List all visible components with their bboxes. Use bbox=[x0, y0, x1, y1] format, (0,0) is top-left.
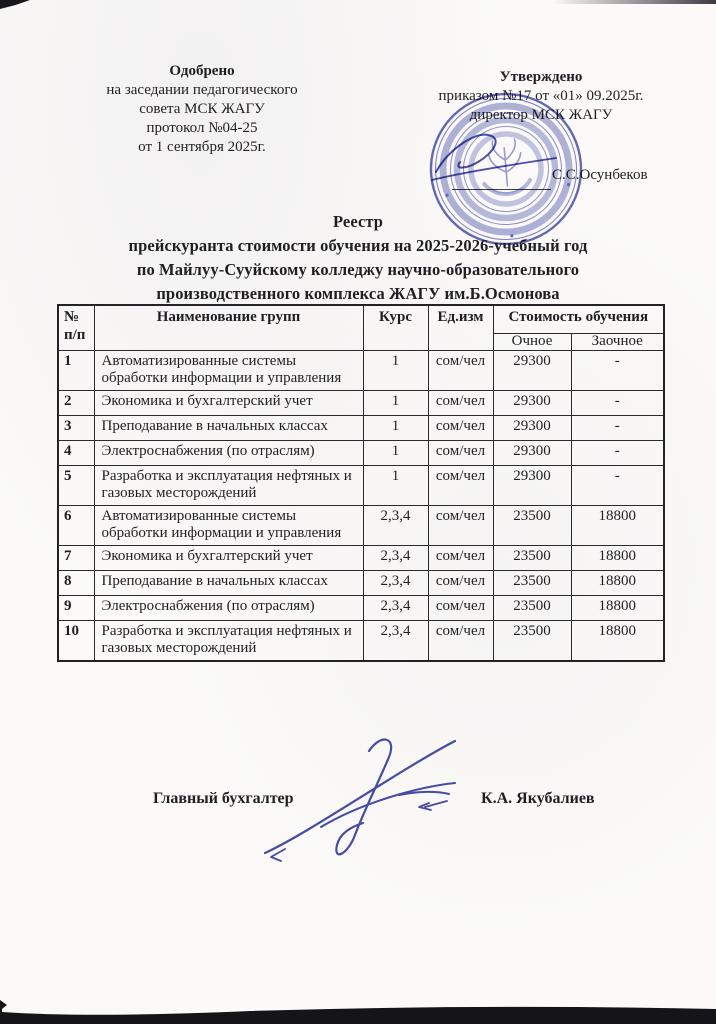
full-time-cost: 23500 bbox=[493, 571, 571, 596]
table-row bbox=[58, 571, 664, 596]
accountant-name: К.А. Якубалиев bbox=[481, 790, 595, 807]
approved-line: от 1 сентября 2025г. bbox=[138, 139, 266, 155]
row-number: 7 bbox=[58, 546, 94, 571]
header-num bbox=[58, 305, 94, 351]
course-value: 2,3,4 bbox=[363, 571, 428, 596]
full-time-cost: 29300 bbox=[493, 416, 571, 441]
approval-line: приказом №17 от «01» 09.2025г. bbox=[438, 88, 644, 104]
row-number: 9 bbox=[58, 596, 94, 621]
table-row bbox=[58, 466, 664, 506]
title-line: производственного комплекса ЖАГУ им.Б.Осмонова bbox=[156, 284, 560, 303]
table-row bbox=[58, 621, 664, 662]
director-signature bbox=[430, 122, 558, 194]
part-time-cost: 18800 bbox=[571, 571, 664, 596]
group-name: Преподавание в начальных классах bbox=[94, 571, 363, 596]
row-number: 1 bbox=[58, 351, 94, 391]
course-value: 2,3,4 bbox=[363, 621, 428, 662]
full-time-cost: 23500 bbox=[493, 596, 571, 621]
unit-value: сом/чел bbox=[428, 621, 493, 662]
full-time-cost: 29300 bbox=[493, 391, 571, 416]
course-value: 1 bbox=[363, 351, 428, 391]
approved-line: совета МСК ЖАГУ bbox=[139, 101, 265, 117]
approved-line: на заседании педагогического bbox=[106, 82, 298, 98]
full-time-cost: 29300 bbox=[493, 466, 571, 506]
group-name: Электроснабжения (по отраслям) bbox=[94, 441, 363, 466]
unit-value: сом/чел bbox=[428, 466, 493, 506]
director-name: С.С.Осунбеков bbox=[552, 167, 648, 183]
unit-value: сом/чел bbox=[428, 391, 493, 416]
header-unit: Ед.изм bbox=[428, 305, 493, 351]
course-value: 1 bbox=[363, 466, 428, 506]
row-number: 3 bbox=[58, 416, 94, 441]
part-time-cost: - bbox=[571, 466, 664, 506]
header-num-bottom: п/п bbox=[64, 327, 86, 343]
part-time-cost: - bbox=[571, 416, 664, 441]
title-line: прейскуранта стоимости обучения на 2025-2026-учебный год bbox=[128, 236, 588, 255]
course-value: 2,3,4 bbox=[363, 506, 428, 546]
group-name: Преподавание в начальных классах bbox=[94, 416, 363, 441]
approved-line: протокол №04-25 bbox=[146, 120, 258, 136]
row-number: 10 bbox=[58, 621, 94, 662]
table-header-row bbox=[58, 305, 664, 334]
table-row bbox=[58, 596, 664, 621]
part-time-cost: - bbox=[571, 441, 664, 466]
approved-title: Одобрено bbox=[169, 63, 235, 79]
table-row bbox=[58, 416, 664, 441]
part-time-cost: 18800 bbox=[571, 621, 664, 662]
table-row bbox=[58, 441, 664, 466]
group-name: Экономика и бухгалтерский учет bbox=[94, 546, 363, 571]
header-group-name: Наименование групп bbox=[94, 305, 363, 351]
full-time-cost: 23500 bbox=[493, 621, 571, 662]
document-title bbox=[0, 210, 716, 306]
course-value: 2,3,4 bbox=[363, 546, 428, 571]
table-row bbox=[58, 546, 664, 571]
row-number: 2 bbox=[58, 391, 94, 416]
table-row bbox=[58, 506, 664, 546]
unit-value: сом/чел bbox=[428, 596, 493, 621]
table-row bbox=[58, 391, 664, 416]
row-number: 6 bbox=[58, 506, 94, 546]
full-time-cost: 29300 bbox=[493, 441, 571, 466]
full-time-cost: 23500 bbox=[493, 506, 571, 546]
row-number: 5 bbox=[58, 466, 94, 506]
table-row bbox=[58, 351, 664, 391]
group-name: Разработка и эксплуатация нефтяных и газовых месторождений bbox=[94, 621, 363, 662]
approval-title: Утверждено bbox=[499, 69, 583, 85]
header-num-top: № bbox=[64, 309, 80, 325]
course-value: 2,3,4 bbox=[363, 596, 428, 621]
scan-edge-top-right bbox=[552, 0, 716, 4]
group-name: Экономика и бухгалтерский учет bbox=[94, 391, 363, 416]
full-time-cost: 23500 bbox=[493, 546, 571, 571]
course-value: 1 bbox=[363, 391, 428, 416]
title-line: по Майлуу-Сууйскому колледжу научно-образовательного bbox=[136, 260, 580, 279]
scan-mark-top-left bbox=[0, 0, 30, 9]
unit-value: сом/чел bbox=[428, 351, 493, 391]
header-full-time: Очное bbox=[493, 334, 571, 351]
group-name: Автоматизированные системы обработки информации и управления bbox=[94, 506, 363, 546]
accountant-signature bbox=[251, 731, 466, 866]
part-time-cost: - bbox=[571, 351, 664, 391]
unit-value: сом/чел bbox=[428, 571, 493, 596]
approved-block bbox=[84, 62, 320, 157]
group-name: Разработка и эксплуатация нефтяных и газовых месторождений bbox=[94, 466, 363, 506]
scan-edge-bottom bbox=[0, 998, 716, 1024]
row-number: 4 bbox=[58, 441, 94, 466]
part-time-cost: - bbox=[571, 391, 664, 416]
title-line: Реестр bbox=[332, 212, 384, 231]
part-time-cost: 18800 bbox=[571, 546, 664, 571]
unit-value: сом/чел bbox=[428, 416, 493, 441]
part-time-cost: 18800 bbox=[571, 506, 664, 546]
price-table bbox=[57, 304, 665, 662]
header-cost: Стоимость обучения bbox=[493, 305, 664, 334]
accountant-position-label: Главный бухгалтер bbox=[153, 790, 294, 807]
full-time-cost: 29300 bbox=[493, 351, 571, 391]
unit-value: сом/чел bbox=[428, 506, 493, 546]
row-number: 8 bbox=[58, 571, 94, 596]
unit-value: сом/чел bbox=[428, 546, 493, 571]
header-part-time: Заочное bbox=[571, 334, 664, 351]
header-course: Курс bbox=[363, 305, 428, 351]
part-time-cost: 18800 bbox=[571, 596, 664, 621]
group-name: Электроснабжения (по отраслям) bbox=[94, 596, 363, 621]
unit-value: сом/чел bbox=[428, 441, 493, 466]
group-name: Автоматизированные системы обработки информации и управления bbox=[94, 351, 363, 391]
approval-line: директор МСК ЖАГУ bbox=[469, 107, 613, 123]
course-value: 1 bbox=[363, 416, 428, 441]
course-value: 1 bbox=[363, 441, 428, 466]
